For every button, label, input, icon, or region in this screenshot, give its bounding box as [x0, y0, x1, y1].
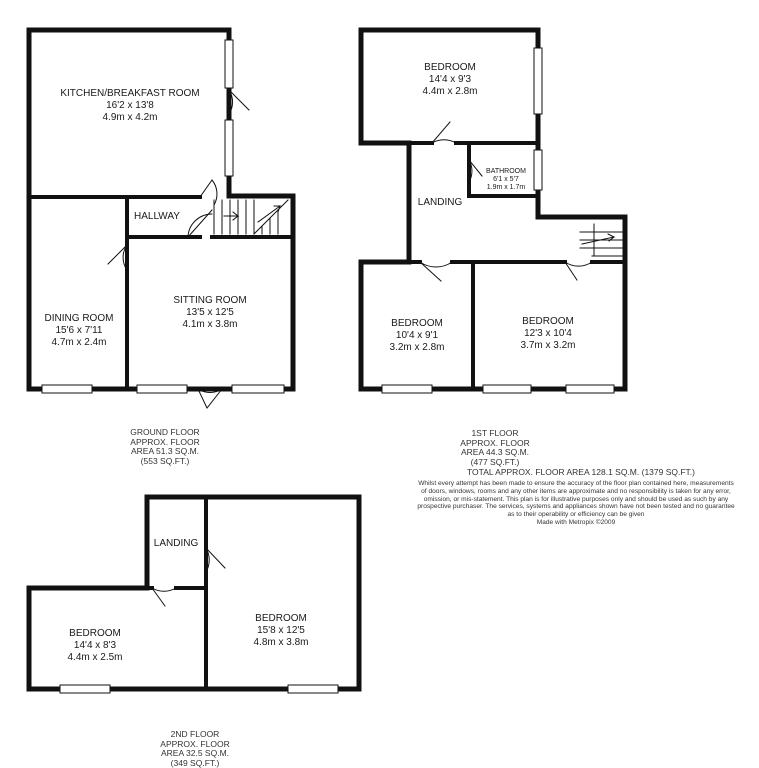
total-area: TOTAL APPROX. FLOOR AREA 128.1 SQ.M. (1379 SQ.FT.) — [466, 467, 695, 477]
caption-line: 2ND FLOOR — [170, 729, 220, 739]
room-metric: 3.7m x 3.2m — [520, 340, 576, 351]
first-stairs — [580, 224, 622, 256]
room-name: BEDROOM — [522, 316, 574, 327]
second-floor-caption — [140, 730, 250, 768]
dining-door — [108, 245, 127, 270]
caption-line: APPROX. FLOOR — [160, 738, 230, 749]
caption-line: 1ST FLOOR — [471, 428, 519, 438]
bathroom-label — [476, 168, 536, 192]
disclaimer-line: as to their operability or efficiency can be given — [507, 511, 645, 519]
bedroom-right-label — [503, 316, 593, 352]
landing-label — [412, 197, 468, 209]
room-name: BEDROOM — [69, 628, 121, 639]
ground-floor-caption — [110, 428, 220, 466]
room-imperial: 16'2 x 13'8 — [106, 100, 154, 111]
sitting-window-right — [232, 385, 284, 393]
bedroom-right-window-2 — [288, 685, 338, 693]
bedroom-right-window-r — [566, 385, 614, 393]
room-imperial: 15'8 x 12'5 — [257, 625, 305, 636]
caption-line: (553 SQ.FT.) — [140, 455, 190, 466]
second-bedroom-left-label — [50, 628, 140, 664]
dining-window — [42, 385, 92, 393]
caption-line: APPROX. FLOOR — [460, 437, 530, 448]
room-imperial: 10'4 x 9'1 — [395, 330, 439, 341]
room-metric: 4.1m x 3.8m — [182, 319, 238, 330]
disclaimer-line: Made with Metropix ©2009 — [536, 518, 616, 526]
caption-line: APPROX. FLOOR — [130, 436, 200, 447]
caption-line: (477 SQ.FT.) — [470, 456, 520, 467]
room-metric: 4.8m x 3.8m — [253, 637, 309, 648]
room-metric: 1.9m x 1.7m — [486, 184, 526, 191]
caption-line: AREA 32.5 SQ.M. — [160, 748, 230, 758]
kitchen-label — [50, 88, 210, 124]
room-imperial: 13'5 x 12'5 — [186, 307, 234, 318]
caption-line: AREA 44.3 SQ.M. — [460, 447, 530, 457]
bedroom-left-window-2 — [60, 685, 110, 693]
bedroom-left-door-2 — [152, 588, 176, 606]
second-bedroom-right-label — [236, 613, 326, 649]
bedroom-left-window — [382, 385, 432, 393]
bedroom-top-label — [405, 62, 495, 98]
disclaimer-line: Whilst every attempt has been made to ensure the accuracy of the floor plan contained here, measurements — [418, 480, 734, 487]
hallway-label — [128, 211, 186, 223]
bedroom-right-window-l — [483, 385, 531, 393]
room-name: SITTING ROOM — [173, 295, 247, 306]
bedroom-right-door — [565, 262, 592, 280]
room-name: LANDING — [153, 538, 199, 549]
disclaimer — [396, 480, 756, 527]
room-name: BEDROOM — [424, 62, 476, 73]
bedroom-right-door-2 — [206, 548, 225, 572]
room-imperial: 14'4 x 9'3 — [428, 74, 472, 85]
room-metric: 4.4m x 2.5m — [67, 652, 123, 663]
sitting-window-left — [137, 385, 187, 393]
room-name: BATHROOM — [486, 168, 526, 175]
bedroom-left-label — [372, 318, 462, 354]
bedroom-top-door — [432, 122, 456, 143]
room-name: BEDROOM — [391, 318, 443, 329]
kitchen-window-lower — [225, 120, 233, 176]
second-landing-label — [150, 538, 202, 550]
ground-stairs — [214, 200, 288, 234]
caption-line: (349 SQ.FT.) — [170, 757, 220, 768]
room-imperial: 15'6 x 7'11 — [55, 325, 103, 336]
room-metric: 4.4m x 2.8m — [422, 86, 478, 97]
kitchen-window — [225, 40, 233, 88]
kitchen-side-door — [229, 90, 249, 114]
disclaimer-line: omission, or mis-statement. This plan is for illustrative purposes only and should be used as such by any — [423, 495, 729, 503]
room-imperial: 12'3 x 10'4 — [524, 328, 572, 339]
disclaimer-line: prospective purchaser. The services, systems and appliances shown have not been tested and no guarantee — [417, 503, 735, 511]
caption-line: AREA 51.3 SQ.M. — [130, 446, 200, 456]
sitting-label — [150, 295, 270, 331]
room-metric: 4.7m x 2.4m — [51, 337, 107, 348]
room-imperial: 6'1 x 5'7 — [493, 176, 519, 183]
room-name: BEDROOM — [255, 613, 307, 624]
bedroom-left-door — [420, 262, 452, 281]
caption-line: GROUND FLOOR — [130, 427, 200, 437]
bedroom-top-window — [534, 48, 542, 114]
room-name: DINING ROOM — [44, 313, 114, 324]
room-name: KITCHEN/BREAKFAST ROOM — [60, 88, 200, 99]
room-metric: 3.2m x 2.8m — [389, 342, 445, 353]
dining-label — [32, 313, 126, 349]
room-imperial: 14'4 x 8'3 — [73, 640, 117, 651]
room-metric: 4.9m x 4.2m — [102, 112, 158, 123]
front-door — [198, 389, 222, 408]
disclaimer-line: of doors, windows, rooms and any other items are approximate and no responsibility is taken for any error, — [421, 487, 731, 495]
first-floor-caption — [440, 429, 550, 467]
hall-door — [188, 210, 212, 237]
room-name: HALLWAY — [134, 211, 180, 222]
room-name: LANDING — [417, 197, 463, 208]
